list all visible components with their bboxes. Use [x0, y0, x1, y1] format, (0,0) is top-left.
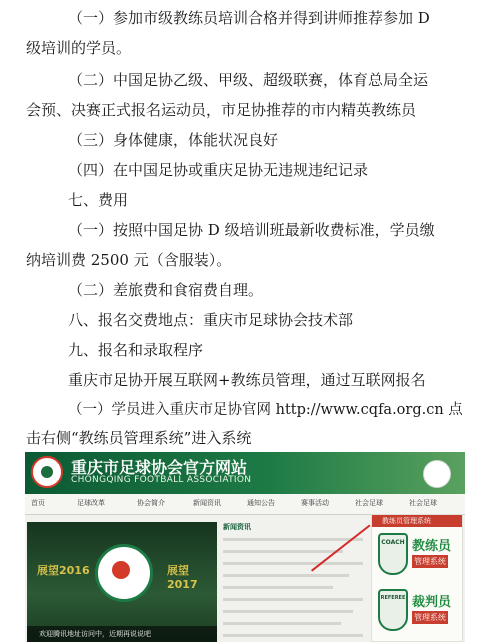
referee-title: 裁判员 [412, 595, 452, 610]
news-line[interactable] [223, 562, 363, 565]
nav-item-home[interactable]: 首页 [31, 499, 45, 507]
nav-item-social-2[interactable]: 社会足球 [409, 499, 437, 507]
coach-title: 教练员 [412, 539, 452, 554]
section-heading-location: 八、报名交费地点：重庆市足球协会技术部 [68, 311, 354, 329]
doc-paragraph-url: （一）学员进入重庆市足协官网 http://www.cqfa.org.cn 点 [68, 402, 463, 418]
football-icon [423, 460, 451, 488]
news-panel [223, 522, 363, 642]
management-sidebar [371, 514, 463, 642]
news-line[interactable] [223, 634, 363, 637]
nav-item-news[interactable]: 新闻资讯 [193, 499, 221, 507]
doc-paragraph: 级培训的学员。 [26, 39, 132, 57]
news-line[interactable] [223, 610, 353, 613]
sidebar-title-bar [372, 515, 462, 527]
referee-system-link[interactable] [376, 587, 458, 635]
doc-paragraph: （一）按照中国足协 D 级培训班最新收费标准，学员缴 [68, 221, 435, 239]
news-line[interactable] [223, 622, 341, 625]
section-heading-procedure: 九、报名和录取程序 [68, 341, 204, 359]
referee-subtitle: 管理系统 [414, 613, 446, 622]
nav-item-reform[interactable]: 足球改革 [77, 499, 105, 507]
sidebar-title: 教练员管理系统 [382, 517, 431, 525]
doc-paragraph: （二）中国足协乙级、甲级、超级联赛，体育总局全运 [68, 71, 429, 89]
doc-paragraph: 纳培训费 2500 元（含服装）。 [26, 251, 232, 269]
nav-item-about[interactable]: 协会简介 [137, 499, 165, 507]
news-line[interactable] [223, 574, 349, 577]
doc-paragraph: 击右侧“教练员管理系统”进入系统 [26, 429, 252, 447]
cqfa-logo-icon [31, 456, 63, 488]
nav-item-notices[interactable]: 通知公告 [247, 499, 275, 507]
doc-paragraph: 会预、决赛正式报名运动员，市足协推荐的市内精英教练员 [26, 101, 417, 119]
news-line[interactable] [223, 598, 363, 601]
doc-paragraph: （三）身体健康，体能状况良好 [68, 131, 279, 149]
doc-paragraph: （一）参加市级教练员培训合格并得到讲师推荐参加 D [68, 9, 430, 27]
news-line[interactable] [223, 586, 333, 589]
referee-badge-label: REFEREE [380, 595, 406, 601]
news-line[interactable] [223, 538, 363, 541]
site-title: 重庆市足球协会官方网站 [71, 458, 248, 477]
section-heading-fees: 七、费用 [68, 191, 129, 209]
banner-caption: 欢迎腾讯地址访问中，近期再说说吧 [39, 630, 151, 638]
nav-item-events[interactable]: 赛事活动 [301, 499, 329, 507]
coach-badge-icon [378, 533, 408, 575]
doc-paragraph: 重庆市足协开展互联网+教练员管理，通过互联网报名 [68, 371, 426, 389]
site-subtitle: CHONGQING FOOTBALL ASSOCIATION [71, 475, 252, 485]
site-header [25, 452, 465, 494]
website-screenshot [25, 452, 465, 642]
referee-badge-icon [378, 589, 408, 631]
site-nav [25, 494, 465, 515]
news-title: 新闻资讯 [223, 523, 251, 531]
doc-paragraph: （二）差旅费和食宿费自理。 [68, 281, 264, 299]
doc-paragraph: （四）在中国足协或重庆足协无违规违纪记录 [68, 161, 369, 179]
news-line[interactable] [223, 550, 343, 553]
banner-text-left: 展望2016 [37, 564, 90, 577]
coach-system-link[interactable] [376, 531, 458, 579]
hero-banner[interactable] [27, 522, 217, 642]
coach-subtitle: 管理系统 [414, 557, 446, 566]
coach-badge-label: COACH [381, 539, 405, 546]
nav-item-social[interactable]: 社会足球 [355, 499, 383, 507]
banner-emblem-icon [95, 544, 153, 602]
banner-caption-bar [27, 626, 217, 642]
banner-text-right: 展望2017 [167, 564, 198, 591]
